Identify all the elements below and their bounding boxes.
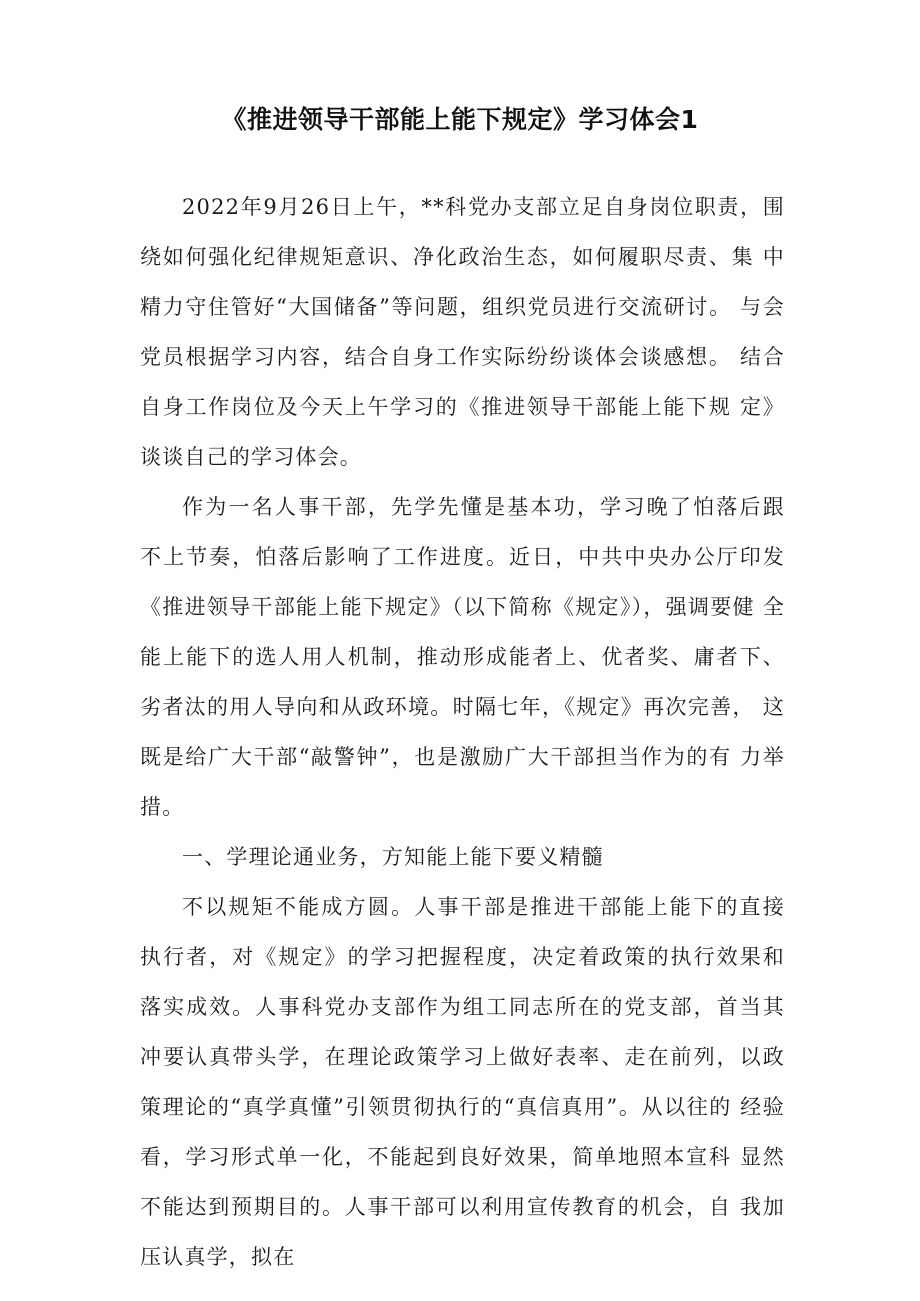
body-paragraph-1: 2022年9月26日上午，**科党办支部立足自身岗位职责，围绕如何强化纪律规矩意识、净化政治生态，如何履职尽责、集 中精力守住管好“大国储备”等问题，组织党员进行交流研讨。 与会党员根据学习内容，结合自身工作实际纷纷谈体会谈感想。 结合自身工作岗位及今天上午学习的《推进领导干部能上能下规 定》谈谈自己的学习体会。 [140, 195, 785, 469]
document-title: 《推进领导干部能上能下规定》学习体会1 [221, 105, 699, 134]
document-body [140, 182, 785, 1282]
body-paragraph-2: 作为一名人事干部，先学先懂是基本功，学习晚了怕落后跟 不上节奏，怕落后影响了工作进度。近日，中共中央办公厅印发 《推进领导干部能上能下规定》（以下简称《规定》），强调要健 全能上能下的选人用人机制，推动形成能者上、优者奖、庸者下、 劣者汰的用人导向和从政环境。时隔七年，《规定》再次完善， 这既是给广大干部“敲警钟”，也是激励广大干部担当作为的有 力举措。 [140, 495, 785, 819]
section-heading: 一、学理论通业务，方知能上能下要义精髓 [182, 845, 604, 869]
section-paragraph: 不以规矩不能成方圆。人事干部是推进干部能上能下的直接 执行者，对《规定》的学习把握程度，决定着政策的执行效果和 落实成效。人事科党办支部作为组工同志所在的党支部，首当其 冲要认真带头学，在理论政策学习上做好表率、走在前列，以政 策理论的“真学真懂”引领贯彻执行的“真信真用”。从以往的 经验看，学习形式单一化，不能起到良好效果，简单地照本宣科 显然不能达到预期目的。人事干部可以利用宣传教育的机会，自 我加压认真学，拟在 [140, 895, 785, 1269]
